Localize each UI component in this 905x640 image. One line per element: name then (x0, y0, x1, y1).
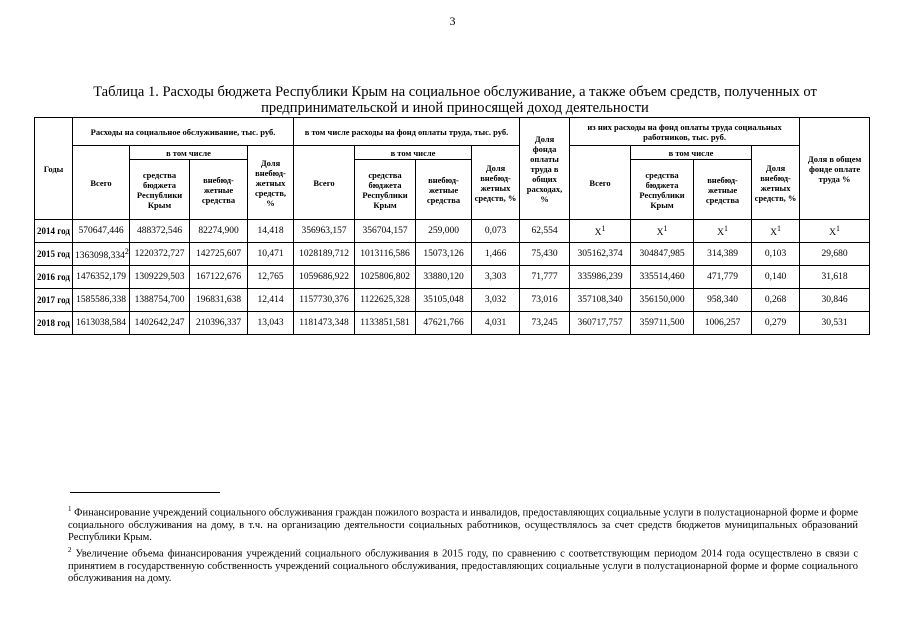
cell-share-total-payroll: $X^1$ (800, 220, 870, 243)
page-number: 3 (449, 14, 456, 28)
cell-payroll-total: 1181473,348 (294, 312, 355, 335)
cell-offbudget-share: 12,765 (248, 266, 294, 289)
cell-sw-total: 360717,757 (570, 312, 631, 335)
cell-total-expenses: 1476352,179 (73, 266, 130, 289)
cell-payroll-offbudget: 15073,126 (416, 243, 472, 266)
cell-payroll-offbudget: 35105,048 (416, 289, 472, 312)
cell-sw-budget: $X^1$ (631, 220, 694, 243)
footnote-ref: 2 (124, 246, 129, 256)
header-offbudget-funds: внебюд-жетные средства (416, 160, 472, 220)
cell-payroll-offbudget-share: 3,032 (472, 289, 520, 312)
header-payroll-share: Доля фонда оплаты труда в общих расходах, % (520, 118, 570, 220)
cell-sw-total: 357108,340 (570, 289, 631, 312)
cell-share-total-payroll: 30,531 (800, 312, 870, 335)
cell-total-expenses: 570647,446 (73, 220, 130, 243)
cell-sw-offbudget-share: $X^1$ (752, 220, 800, 243)
cell-share-total-payroll: 30,846 (800, 289, 870, 312)
cell-payroll-share: 71,777 (520, 266, 570, 289)
cell-year: 2014 год (35, 220, 73, 243)
cell-share-total-payroll: 29,680 (800, 243, 870, 266)
footnote-text: Финансирование учреждений социального обслуживания граждан пожилого возраста и инвалидов, предоставляющих социальные услуги в полустационарной форме и форме социального обслуживания на дому, в т.ч. на организацию деятельности социальных работников, осуществлялось за счет средств бюджетов муниципальных образований Республики Крым. (68, 507, 858, 543)
cell-budget-funds: 1220372,727 (130, 243, 190, 266)
header-including: в том числе (631, 146, 752, 160)
footnote-text: Увеличение объема финансирования учреждений социального обслуживания в 2015 году, по сравнению с соответствующим периодом 2014 года осуществлено в связи с принятием в государственную собственность учреждений социального обслуживания, предоставляющих социальные услуги в полустационарной форме и форме социального обслуживания на дому. (68, 548, 859, 584)
header-offbudget-funds: внебюд-жетные средства (694, 160, 752, 220)
table-row (35, 266, 870, 289)
footnote-ref: 1 (723, 223, 728, 233)
cell-sw-budget: 356150,000 (631, 289, 694, 312)
cell-offbudget-funds: 210396,337 (190, 312, 248, 335)
header-social-workers-payroll: из них расходы на фонд оплаты труда социальных работников, тыс. руб. (570, 118, 800, 146)
footnote-2 (68, 544, 858, 585)
cell-sw-budget: 304847,985 (631, 243, 694, 266)
cell-sw-offbudget: 471,779 (694, 266, 752, 289)
footnote-separator (70, 492, 220, 493)
header-including: в том числе (130, 146, 248, 160)
cell-sw-budget: 359711,500 (631, 312, 694, 335)
cell-year: 2018 год (35, 312, 73, 335)
header-total: Всего (73, 146, 130, 220)
cell-payroll-total: 356963,157 (294, 220, 355, 243)
cell-payroll-share: 73,245 (520, 312, 570, 335)
header-budget-funds: средства бюджета Республики Крым (631, 160, 694, 220)
cell-total-expenses: 1613038,584 (73, 312, 130, 335)
cell-sw-offbudget-share: 0,279 (752, 312, 800, 335)
cell-payroll-offbudget-share: 1,466 (472, 243, 520, 266)
cell-budget-funds: 488372,546 (130, 220, 190, 243)
header-share-offbudget: Доля внебюд-жетных средств, % (472, 146, 520, 220)
header-total: Всего (570, 146, 631, 220)
table-title: Таблица 1. Расходы бюджета Республики Крым на социальное обслуживание, а также объем средств, полученных от предпринимательской и иной приносящей доход деятельности (93, 84, 817, 116)
cell-payroll-budget: 1122625,328 (355, 289, 416, 312)
cell-total-expenses: 1585586,338 (73, 289, 130, 312)
budget-table (34, 117, 870, 335)
footnote-mark: 2 (68, 546, 72, 554)
cell-budget-funds: 1402642,247 (130, 312, 190, 335)
cell-payroll-offbudget: 33880,120 (416, 266, 472, 289)
cell-sw-offbudget-share: 0,103 (752, 243, 800, 266)
cell-sw-offbudget-share: 0,268 (752, 289, 800, 312)
header-budget-funds: средства бюджета Республики Крым (130, 160, 190, 220)
header-budget-funds: средства бюджета Республики Крым (355, 160, 416, 220)
cell-offbudget-funds: 142725,607 (190, 243, 248, 266)
cell-year: 2017 год (35, 289, 73, 312)
table-row (35, 220, 870, 243)
cell-payroll-offbudget: 47621,766 (416, 312, 472, 335)
footnote-ref: 1 (836, 223, 840, 233)
cell-payroll-share: 73,016 (520, 289, 570, 312)
cell-sw-offbudget: $X^1$ (694, 220, 752, 243)
cell-payroll-share: 62,554 (520, 220, 570, 243)
cell-budget-funds: 1309229,503 (130, 266, 190, 289)
cell-share-total-payroll: 31,618 (800, 266, 870, 289)
cell-payroll-total: 1059686,922 (294, 266, 355, 289)
cell-sw-total: 335986,239 (570, 266, 631, 289)
cell-payroll-budget: 356704,157 (355, 220, 416, 243)
cell-offbudget-funds: 167122,676 (190, 266, 248, 289)
cell-budget-funds: 1388754,700 (130, 289, 190, 312)
cell-payroll-total: 1157730,376 (294, 289, 355, 312)
cell-payroll-share: 75,430 (520, 243, 570, 266)
cell-sw-offbudget: 1006,257 (694, 312, 752, 335)
cell-offbudget-share: 10,471 (248, 243, 294, 266)
cell-sw-total: 305162,374 (570, 243, 631, 266)
cell-sw-total: $X^1$ (570, 220, 631, 243)
header-years: Годы (35, 118, 73, 220)
header-share-offbudget: Доля внебюд-жетных средств, % (248, 146, 294, 220)
cell-offbudget-share: 14,418 (248, 220, 294, 243)
cell-total-expenses: 1363098,334$^2$ (73, 243, 130, 266)
cell-offbudget-share: 13,043 (248, 312, 294, 335)
cell-sw-offbudget: 314,389 (694, 243, 752, 266)
footnote-ref: 1 (777, 223, 781, 233)
table-row (35, 312, 870, 335)
footnote-mark: 1 (68, 505, 72, 513)
header-share-total-payroll: Доля в общем фонде оплате труда % (800, 118, 870, 220)
cell-sw-offbudget-share: 0,140 (752, 266, 800, 289)
cell-payroll-total: 1028189,712 (294, 243, 355, 266)
cell-payroll-offbudget-share: 0,073 (472, 220, 520, 243)
cell-sw-offbudget: 958,340 (694, 289, 752, 312)
cell-payroll-budget: 1013116,586 (355, 243, 416, 266)
cell-sw-budget: 335514,460 (631, 266, 694, 289)
header-payroll-expenses: в том числе расходы на фонд оплаты труда, тыс. руб. (294, 118, 520, 146)
header-including: в том числе (355, 146, 472, 160)
cell-offbudget-share: 12,414 (248, 289, 294, 312)
cell-year: 2016 год (35, 266, 73, 289)
table-row (35, 289, 870, 312)
cell-offbudget-funds: 82274,900 (190, 220, 248, 243)
cell-payroll-offbudget-share: 3,303 (472, 266, 520, 289)
footnote-1 (68, 503, 858, 544)
header-total: Всего (294, 146, 355, 220)
header-share-offbudget: Доля внебюд-жетных средств, % (752, 146, 800, 220)
footnote-ref: 1 (601, 223, 606, 233)
header-offbudget-funds: внебюд-жетные средства (190, 160, 248, 220)
cell-offbudget-funds: 196831,638 (190, 289, 248, 312)
cell-payroll-budget: 1025806,802 (355, 266, 416, 289)
footnote-ref: 1 (663, 223, 668, 233)
cell-payroll-budget: 1133851,581 (355, 312, 416, 335)
table-row (35, 243, 870, 266)
cell-payroll-offbudget-share: 4,031 (472, 312, 520, 335)
cell-year: 2015 год (35, 243, 73, 266)
cell-payroll-offbudget: 259,000 (416, 220, 472, 243)
header-social-expenses: Расходы на социальное обслуживание, тыс. руб. (73, 118, 294, 146)
